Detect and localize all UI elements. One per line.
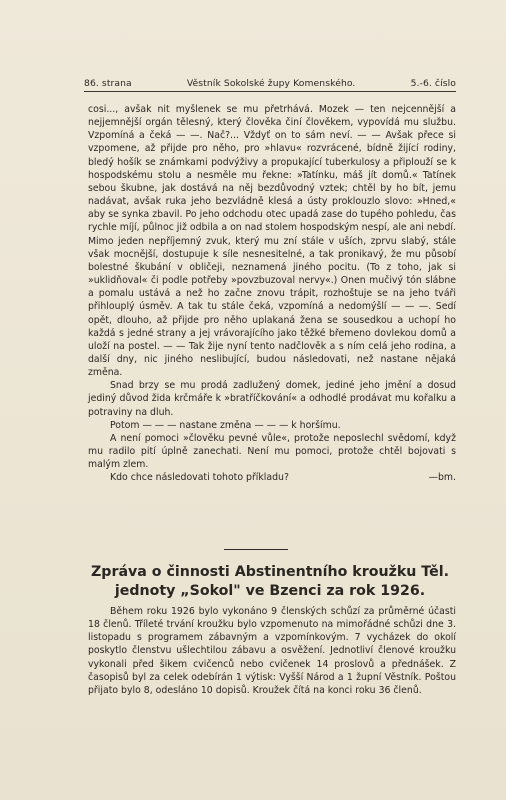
story-paragraph: Potom — — — nastane změna — — — k horšímu.: [110, 419, 341, 431]
author-signature: —bm.: [428, 472, 456, 484]
page-number: 86. strana: [84, 78, 132, 89]
report-title: [80, 563, 460, 601]
story-paragraph: Snad brzy se mu prodá zadlužený domek, jediné jeho jmění a dosud jediný důvod žida krčmáře k »bratříčkování« a odhodlé prodávat mu kořalku a potraviny na dluh.: [88, 380, 456, 418]
closing-question: Kdo chce následovati tohoto příkladu?: [110, 472, 289, 484]
story-text: [88, 103, 456, 485]
header-rule: [84, 91, 456, 92]
report-title-line: Zpráva o činnosti Abstinentního kroužku Těl.: [91, 564, 449, 580]
journal-title: Věstník Sokolské župy Komenského.: [186, 78, 356, 89]
report-title-line: jednoty „Sokol" ve Bzenci za rok 1926.: [114, 583, 426, 599]
closing-line: [88, 471, 456, 484]
report-paragraph: Během roku 1926 bylo vykonáno 9 členských schůzí za průměrné účasti 18 členů. Tříleté trvání kroužku bylo vzpomenuto na mimořádné schůzi dne 3. listopadu s programem zábavným a vzpomínkovým. 7 vycházek do okolí poskytlo členstvu ušlechtilou zábavu a osvěžení. Jednotliví členové kroužku vykonali před šikem cvičenců nebo cvičenek 14 proslovů a přednášek. Z časopisů byl za celek odebírán 1 výtisk: Vyšší Národ a 1 župní Věstník. Poštou přijato bylo 8, odesláno 10 dopisů. Kroužek čítá na konci roku 36 členů.: [88, 606, 456, 696]
story-paragraph: cosi..., avšak nit myšlenek se mu přetrhává. Mozek — ten nejcennější a nejjemnější orgán tělesný, který člověka činí člověkem, vypovídá mu službu. Vzpomíná a čeká — —. Nač?... Vždyť on to sám neví. — — Avšak přece si vzpomene, až přijde pro něho, pro »hlavu« rozvrácené, bídně žijící rodiny, bledý hošík se známkami podvýživy a propukající tuberkulosy a připlouží se k hospodskému stolu a nesměle mu řekne: »Tatínku, máš jít domů.« Tatínek sebou škubne, jak dostává na něj bezdůvodný vztek; chtěl by ho bít, jemu nadávat, avšak ruka jeho bezvládně klesá a ústy proklouzlo slovo: »Hned,« aby se synka zbavil. Po jeho odchodu otec upadá zase do tupého pohledu, čas rychle míjí, půlnoc již odbila a on nad stolem hospodským nespí, ale ani nebdí. Mimo jeden nepříjemný zvuk, který mu zní stále v uších, zprvu slabý, stále však mocnější, dostupuje k síle nesnesitelné, a tak pronikavý, že mu působí bolestné škubání v obličeji, neznamená jiného pocitu. (To z toho, jak si »uklidňoval« či podle potřeby »povzbuzoval nervy«.) Onen mučivý tón slábne a pomalu ustává a než ho začne znovu trápit, rozhoštuje se na jeho tváři přihlouplý úsměv. A tak tu stále čeká, vzpomíná a nedomýšlí — — —. Sedí opět, dlouho, až přijde pro něho uplakaná žena se sousedkou a uchopí ho každá s jedné strany a jej vrávorajícího jako těžké břemeno dovlekou domů a uloží na postel. — — Tak žije nyní tento nadčlověk a s ním celá jeho rodina, a další dny, nic jiného neslibující, budou následovati, než nastane nějaká změna.: [88, 104, 456, 379]
running-header: [84, 78, 456, 89]
issue-number: 5.-6. číslo: [410, 78, 456, 89]
report-text: [88, 605, 456, 697]
section-divider: [224, 549, 288, 550]
story-paragraph: A není pomoci »člověku pevné vůle«, protože neposlechl svědomí, když mu radilo pití úplně zanechati. Není mu pomoci, protože chtěl bojovati s malým zlem.: [88, 432, 456, 471]
